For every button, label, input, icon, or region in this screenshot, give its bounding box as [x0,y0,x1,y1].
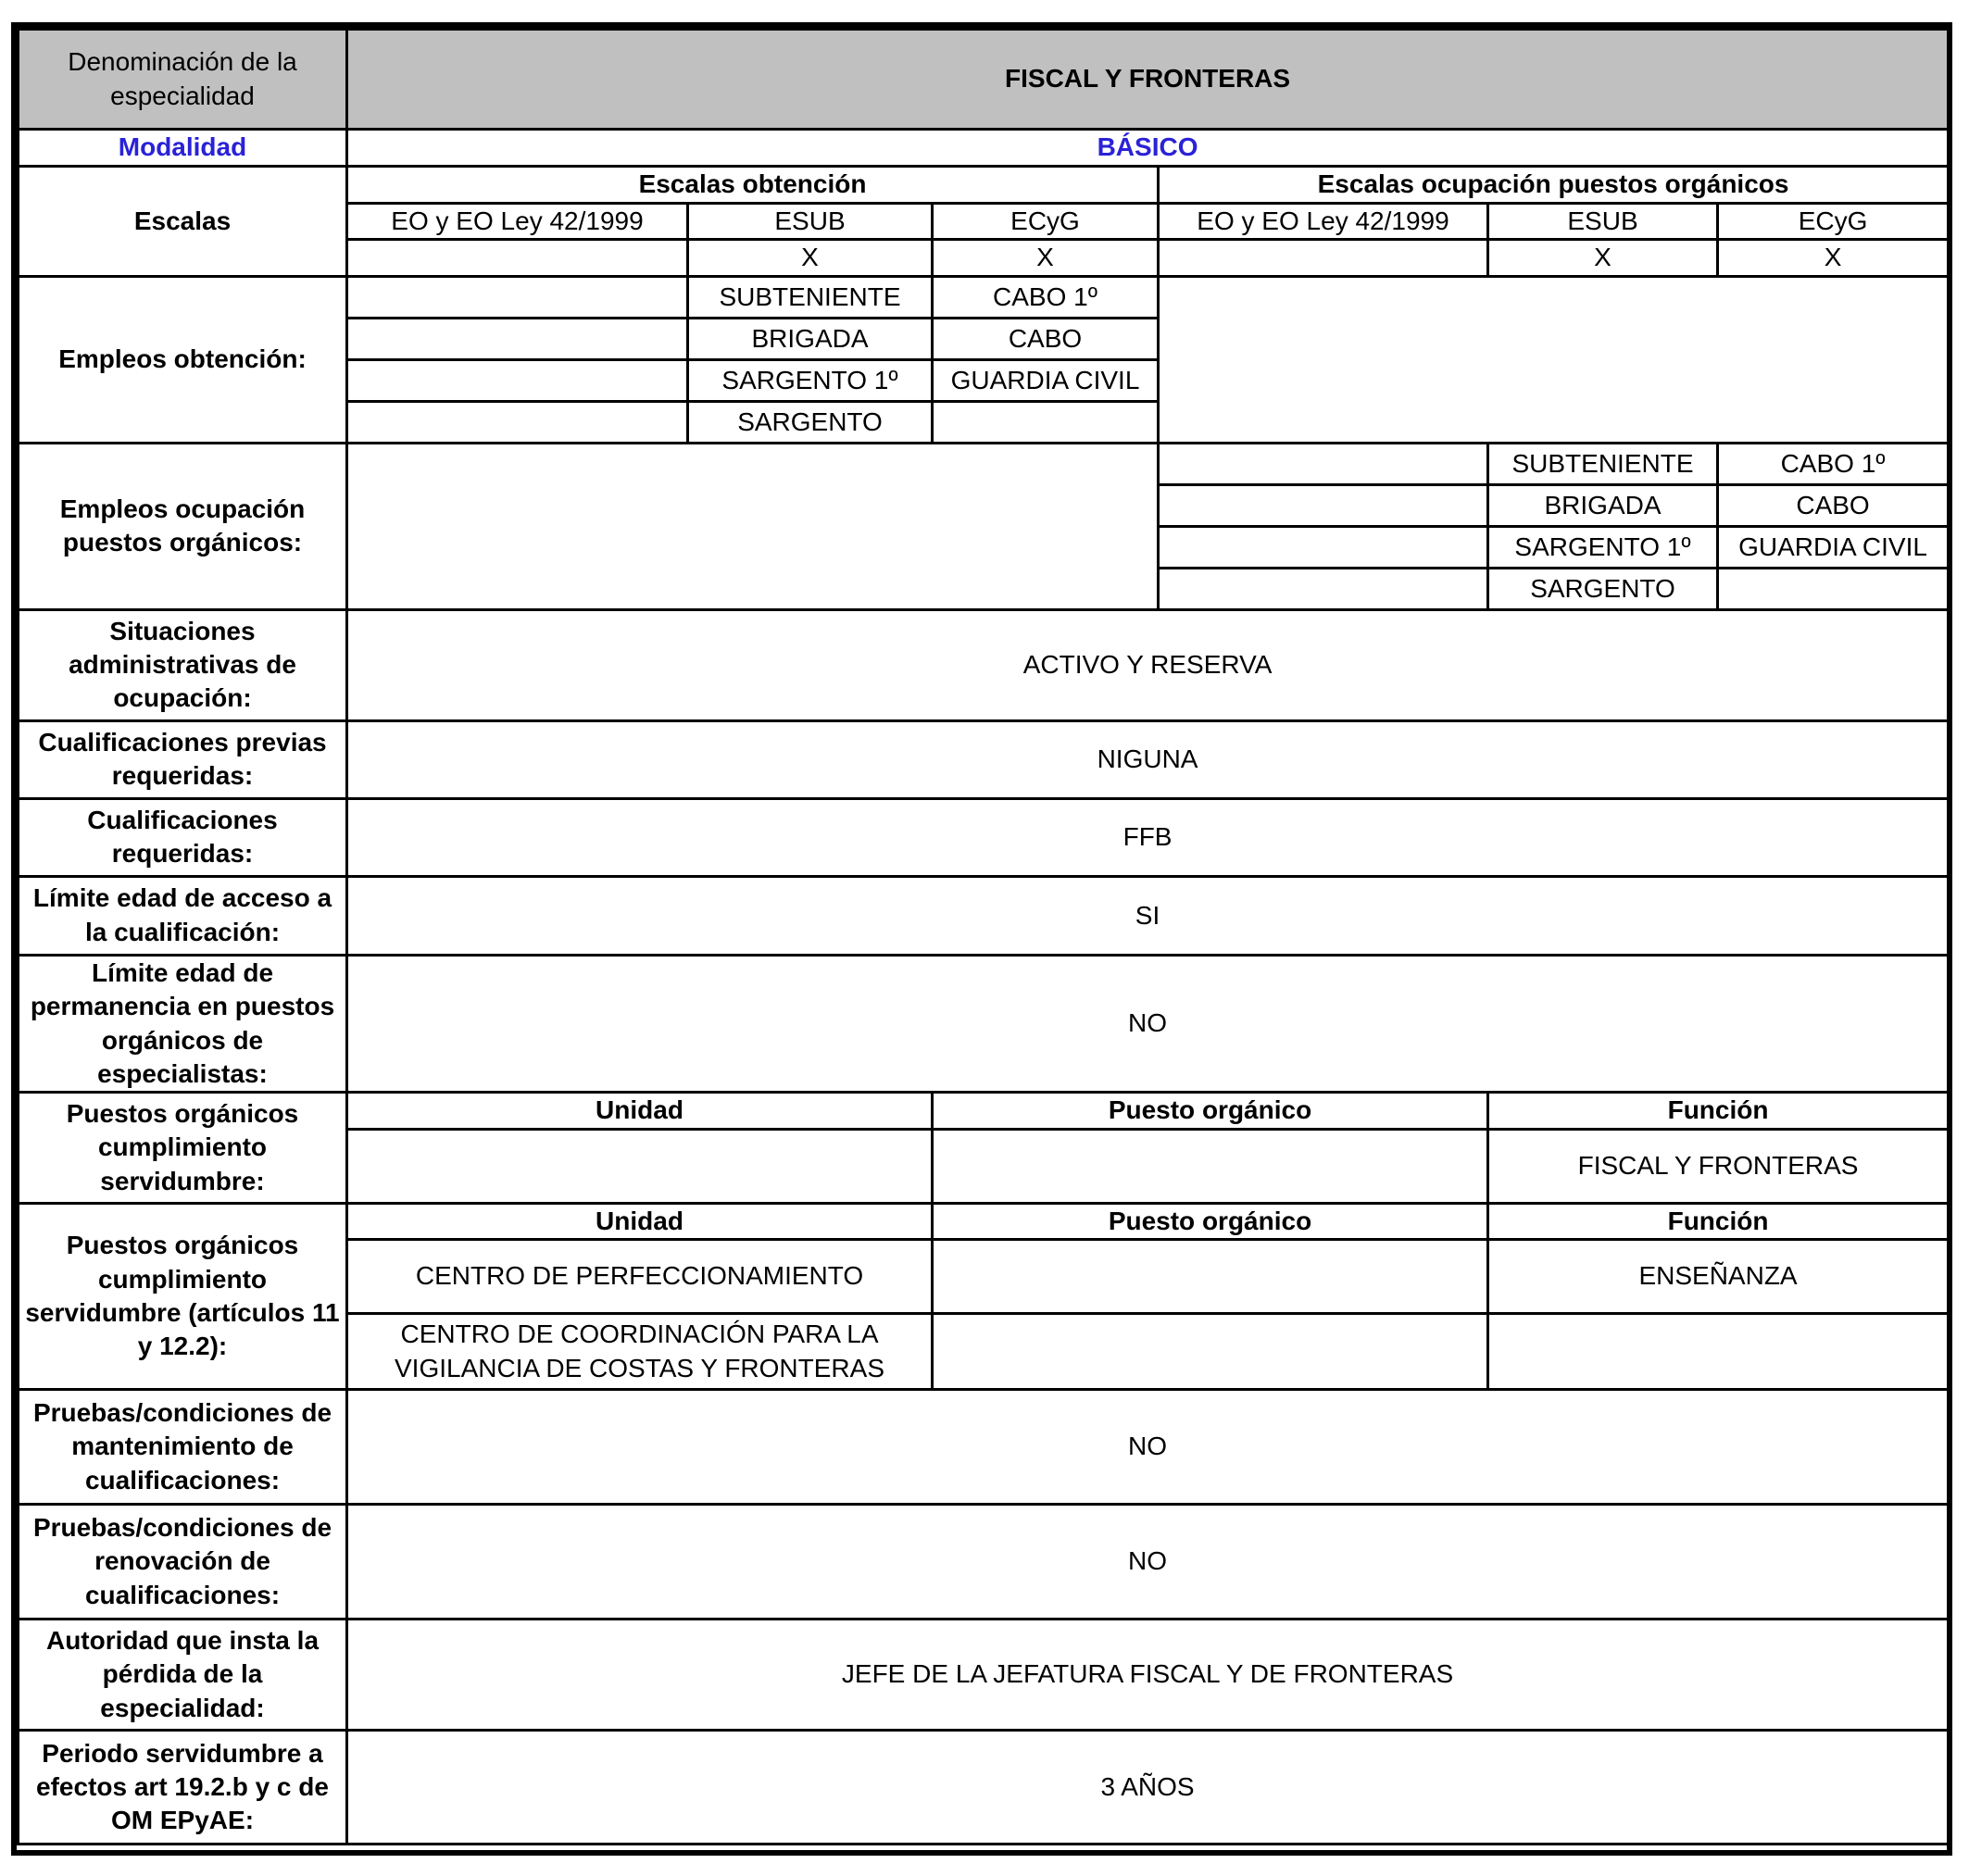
puestos-servidumbre-label: Puestos orgánicos cumplimiento servidumbre: [19,1093,347,1203]
puestos-articulos-label: Puestos orgánicos cumplimiento servidumbre (artículos 11 y 12.2): [19,1203,347,1389]
periodo-row [19,1731,1949,1845]
limite-acceso-label: Límite edad de acceso a la cualificación: [19,876,347,955]
puestos-servidumbre-funcion-header: Función [1488,1093,1949,1129]
puestos-servidumbre-unidad [347,1129,933,1203]
cualif-previas-value: NIGUNA [347,720,1949,798]
empleo-obtencion-esub: BRIGADA [688,318,933,359]
autoridad-value: JEFE DE LA JEFATURA FISCAL Y DE FRONTERAS [347,1620,1949,1731]
mark-ocupacion-ecyg: X [1718,240,1949,276]
empleo-obtencion-eo-cell [347,318,688,359]
puestos-articulos-unidad: CENTRO DE COORDINACIÓN PARA LA VIGILANCIA DE COSTAS Y FRONTERAS [347,1314,933,1390]
empleo-obtencion-esub: SARGENTO [688,401,933,443]
puestos-servidumbre-funcion: FISCAL Y FRONTERAS [1488,1129,1949,1203]
puestos-articulos-header-row [19,1203,1949,1239]
cualif-requeridas-label: Cualificaciones requeridas: [19,798,347,876]
escala-obtencion-esub: ESUB [688,204,933,240]
situaciones-value: ACTIVO Y RESERVA [347,609,1949,720]
empleo-obtencion-ecyg: CABO 1º [933,276,1159,318]
escala-obtencion-ecyg: ECyG [933,204,1159,240]
cualif-requeridas-row [19,798,1949,876]
escala-ocupacion-ecyg: ECyG [1718,204,1949,240]
situaciones-row [19,609,1949,720]
empleos-ocupacion-empty-area [347,443,1159,609]
mark-obtencion-esub: X [688,240,933,276]
puestos-articulos-funcion: ENSEÑANZA [1488,1240,1949,1314]
periodo-label: Periodo servidumbre a efectos art 19.2.b y c de OM EPyAE: [19,1731,347,1845]
puestos-articulos-funcion [1488,1314,1949,1390]
empleo-ocupacion-eo-cell [1159,526,1488,568]
puestos-servidumbre-header-row [19,1093,1949,1129]
limite-acceso-value: SI [347,876,1949,955]
puestos-articulos-unidad: CENTRO DE PERFECCIONAMIENTO [347,1240,933,1314]
empleo-ocupacion-esub: SARGENTO 1º [1488,526,1718,568]
periodo-value: 3 AÑOS [347,1731,1949,1845]
empleo-obtencion-ecyg [933,401,1159,443]
limite-acceso-row [19,876,1949,955]
cualif-previas-row [19,720,1949,798]
empleo-obtencion-eo-cell [347,276,688,318]
empleo-ocupacion-esub: BRIGADA [1488,484,1718,526]
specialty-table [17,28,1950,1845]
empleo-ocupacion-ecyg: GUARDIA CIVIL [1718,526,1949,568]
puestos-articulos-puesto-header: Puesto orgánico [933,1203,1488,1239]
mantenimiento-label: Pruebas/condiciones de mantenimiento de cualificaciones: [19,1390,347,1505]
empleo-obtencion-eo-cell [347,359,688,401]
empleo-ocupacion-ecyg [1718,568,1949,609]
mark-obtencion-ecyg: X [933,240,1159,276]
renovacion-value: NO [347,1505,1949,1620]
puestos-articulos-unidad-header: Unidad [347,1203,933,1239]
empleo-ocupacion-eo-cell [1159,484,1488,526]
specialty-sheet [11,22,1952,1856]
cualif-previas-label: Cualificaciones previas requeridas: [19,720,347,798]
escala-ocupacion-esub: ESUB [1488,204,1718,240]
renovacion-label: Pruebas/condiciones de renovación de cualificaciones: [19,1505,347,1620]
empleo-obtencion-esub: SUBTENIENTE [688,276,933,318]
header-row [19,30,1949,130]
escalas-title-row [19,167,1949,204]
escala-obtencion-eo: EO y EO Ley 42/1999 [347,204,688,240]
empleo-ocupacion-ecyg: CABO [1718,484,1949,526]
empleo-obtencion-ecyg: GUARDIA CIVIL [933,359,1159,401]
empleo-ocupacion-esub: SUBTENIENTE [1488,443,1718,484]
empleo-obtencion-eo-cell [347,401,688,443]
puestos-articulos-puesto [933,1314,1488,1390]
puestos-servidumbre-puesto [933,1129,1488,1203]
cualif-requeridas-value: FFB [347,798,1949,876]
modalidad-value: BÁSICO [347,130,1949,167]
mantenimiento-row [19,1390,1949,1505]
autoridad-row [19,1620,1949,1731]
modalidad-label: Modalidad [19,130,347,167]
empleos-ocupacion-row [19,443,1949,484]
mark-obtencion-eo [347,240,688,276]
escalas-ocupacion-title: Escalas ocupación puestos orgánicos [1159,167,1949,204]
puestos-articulos-funcion-header: Función [1488,1203,1949,1239]
empleo-ocupacion-eo-cell [1159,568,1488,609]
header-label: Denominación de la especialidad [19,30,347,130]
specialty-title: FISCAL Y FRONTERAS [347,30,1949,130]
empleo-obtencion-ecyg: CABO [933,318,1159,359]
escala-ocupacion-eo: EO y EO Ley 42/1999 [1159,204,1488,240]
situaciones-label: Situaciones administrativas de ocupación: [19,609,347,720]
empleos-obtencion-label: Empleos obtención: [19,276,347,443]
empleo-obtencion-esub: SARGENTO 1º [688,359,933,401]
limite-permanencia-row [19,955,1949,1093]
renovacion-row [19,1505,1949,1620]
empleo-ocupacion-esub: SARGENTO [1488,568,1718,609]
limite-permanencia-label: Límite edad de permanencia en puestos orgánicos de especialistas: [19,955,347,1093]
puestos-articulos-puesto [933,1240,1488,1314]
empleo-ocupacion-ecyg: CABO 1º [1718,443,1949,484]
mark-ocupacion-eo [1159,240,1488,276]
escalas-label: Escalas [19,167,347,277]
empleos-obtencion-row [19,276,1949,318]
empleos-ocupacion-label: Empleos ocupación puestos orgánicos: [19,443,347,609]
autoridad-label: Autoridad que insta la pérdida de la especialidad: [19,1620,347,1731]
empleo-ocupacion-eo-cell [1159,443,1488,484]
empleos-obtencion-empty-area [1159,276,1949,443]
puestos-servidumbre-unidad-header: Unidad [347,1093,933,1129]
puestos-servidumbre-puesto-header: Puesto orgánico [933,1093,1488,1129]
limite-permanencia-value: NO [347,955,1949,1093]
mark-ocupacion-esub: X [1488,240,1718,276]
mantenimiento-value: NO [347,1390,1949,1505]
modalidad-row [19,130,1949,167]
escalas-obtencion-title: Escalas obtención [347,167,1159,204]
